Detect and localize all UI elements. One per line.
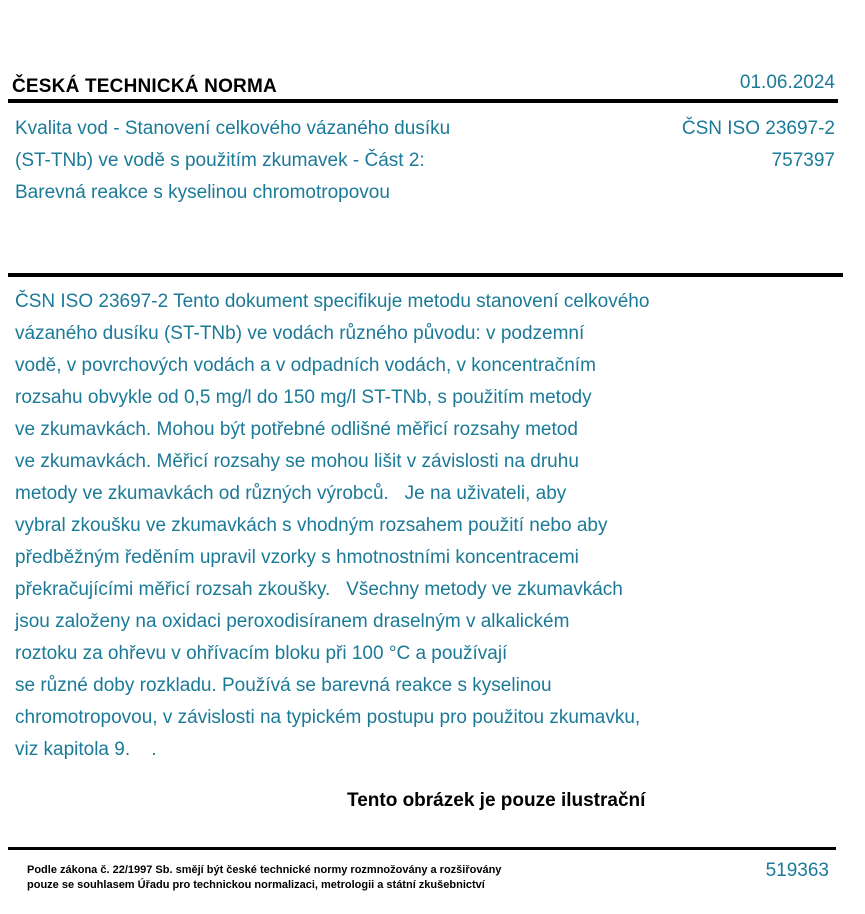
document-number: 519363 (765, 860, 829, 881)
bottom-divider (8, 847, 836, 850)
publication-date: 01.06.2024 (739, 72, 835, 93)
abstract-line: ČSN ISO 23697-2 Tento dokument specifikuje metodu stanovení celkového (15, 291, 650, 312)
norm-code: ČSN ISO 23697-2 (681, 118, 835, 139)
middle-divider (8, 273, 843, 277)
abstract-line: roztoku za ohřevu v ohřívacím bloku při 100 °C a používají (15, 643, 508, 664)
document-title-line: Kvalita vod - Stanovení celkového vázaného dusíku (15, 118, 451, 139)
abstract-line: viz kapitola 9. . (15, 739, 157, 760)
document-title (15, 113, 450, 209)
legal-notice-line: pouze se souhlasem Úřadu pro technickou normalizaci, metrologii a státní zkušebnictví (27, 879, 485, 891)
legal-notice (27, 863, 501, 893)
document-title-line: Barevná reakce s kyselinou chromotropovou (15, 182, 390, 203)
catalog-number: 757397 (771, 150, 835, 171)
abstract-line: překračujícími měřicí rozsah zkoušky. Všechny metody ve zkumavkách (15, 579, 623, 600)
abstract-line: vázaného dusíku (ST-TNb) ve vodách různého původu: v podzemní (15, 323, 585, 344)
abstract-text (15, 286, 649, 766)
abstract-line: vybral zkoušku ve zkumavkách s vhodným rozsahem použití nebo aby (15, 515, 608, 536)
abstract-line: jsou založeny na oxidaci peroxodisíranem draselným v alkalickém (15, 611, 570, 632)
document-title-line: (ST-TNb) ve vodě s použitím zkumavek - Část 2: (15, 150, 425, 171)
abstract-line: předběžným ředěním upravil vzorky s hmotnostními koncentracemi (15, 547, 579, 568)
standard-header-title: ČESKÁ TECHNICKÁ NORMA (12, 76, 277, 97)
abstract-line: metody ve zkumavkách od různých výrobců. Je na uživateli, aby (15, 483, 567, 504)
abstract-line: ve zkumavkách. Mohou být potřebné odlišné měřicí rozsahy metod (15, 419, 578, 440)
abstract-line: se různé doby rozkladu. Používá se barevná reakce s kyselinou (15, 675, 552, 696)
abstract-line: ve zkumavkách. Měřicí rozsahy se mohou lišit v závislosti na druhu (15, 451, 579, 472)
norm-identifiers (682, 113, 835, 177)
legal-notice-line: Podle zákona č. 22/1997 Sb. smějí být české technické normy rozmnožovány a rozšiřovány (27, 864, 502, 876)
abstract-line: vodě, v povrchových vodách a v odpadních vodách, v koncentračním (15, 355, 596, 376)
illustration-note: Tento obrázek je pouze ilustrační (347, 790, 646, 811)
top-divider (8, 99, 838, 103)
abstract-line: rozsahu obvykle od 0,5 mg/l do 150 mg/l ST-TNb, s použitím metody (15, 387, 592, 408)
abstract-line: chromotropovou, v závislosti na typickém postupu pro použitou zkumavku, (15, 707, 641, 728)
